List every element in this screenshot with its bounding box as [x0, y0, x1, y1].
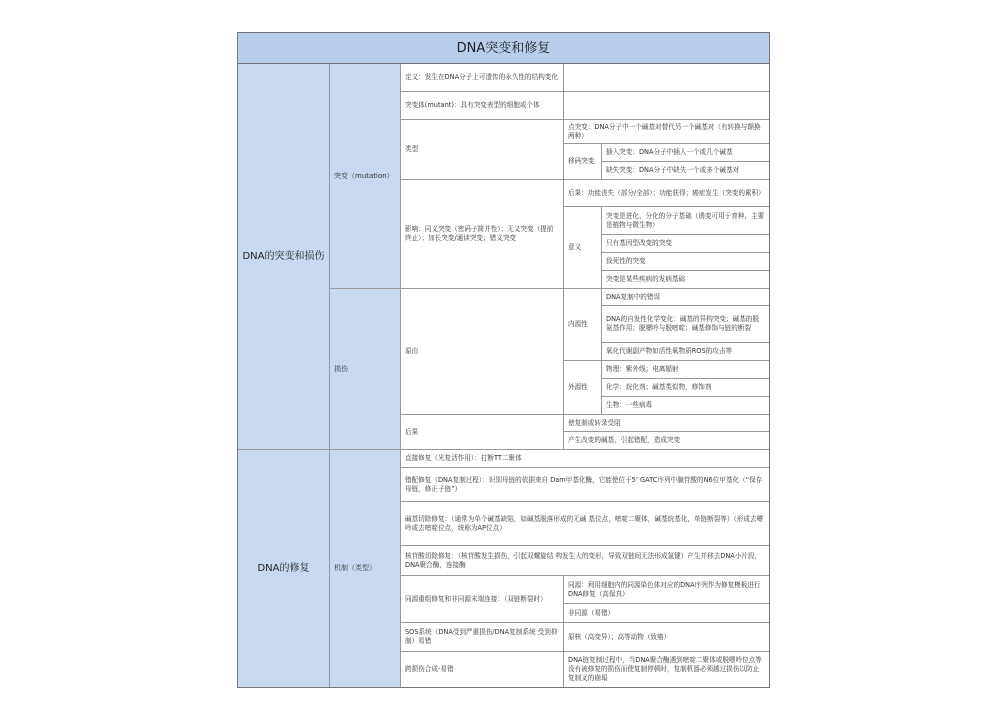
sos-value: 原核（高变异）；高等动物（致癌） [564, 623, 769, 652]
hr-item: 非同源（易错） [564, 604, 769, 623]
mismatch-repair: 错配修复（DNA复制过程）：识别母链的依据来自 Dam甲基化酶，它能使位于5’ GATC序列中腺苷酸的N6位甲基化（“保存母链，修正子链”） [401, 468, 769, 502]
types-label: 类型 [401, 120, 564, 180]
frameshift-label: 移码突变 [564, 144, 602, 180]
deletion-mutation: 缺失突变：DNA分子中缺失一个或多个碱基对 [602, 162, 769, 180]
sos-label: SOS系统（DNA受到严重损伤/DNA复制系统 受到抑制）易错 [401, 623, 564, 652]
nucleotide-excision-repair: 核苷酸切除修复：（核苷酸发生损伤，引起双螺旋结 构发生大的变形，导致双链间无法形成氢键）产生并移去DNA小片段，DNA聚合酶，连接酶 [401, 546, 769, 576]
mechanism-label: 机制（类型） [330, 450, 401, 687]
insertion-mutation: 插入突变：DNA分子中插入一个或几个碱基 [602, 144, 769, 162]
empty-cell [564, 64, 769, 92]
endogenous-item: DNA复制中的错误 [602, 289, 769, 306]
tls-value: DNA链复制过程中，当DNA聚合酶遇到嘧啶二聚体或脱嘌呤位点等没有被修复的损伤而使复制停顿时，复制机器必须越过损伤以防止复制叉的崩塌 [568, 656, 762, 682]
section-repair: DNA的修复 [238, 450, 330, 687]
section-damage: DNA的突变和损伤 [238, 64, 330, 450]
base-excision-repair: 碱基切除修复：（通常为单个碱基缺陷，如碱基脱落形成的无碱 基位点，嘧啶二聚体，碱基烷基化，单链断裂等）（形成去嘌呤或去嘧啶位点，统称为AP位点） [401, 502, 769, 546]
endogenous-item: 氧化代谢副产物如活性氧物质ROS的攻击等 [602, 343, 769, 361]
endogenous-label: 内源性 [564, 289, 602, 361]
effect-label: 影响：同义突变（密码子简并性）；无义突变（提前终止）；加长突变/通读突变；错义突变 [401, 180, 564, 289]
aftermath-item: 产生改变的碱基，引起错配，造成突变 [564, 432, 769, 450]
exogenous-item: 生物：一些病毒 [602, 397, 769, 415]
exogenous-label: 外源性 [564, 361, 602, 415]
mutation-label: 突变（mutation） [330, 64, 401, 289]
endogenous-item: DNA的自发性化学变化：碱基的异构突变；碱基的脱氨基作用；脱嘌呤与脱嘧啶；碱基修饰与链的断裂 [602, 306, 769, 343]
damage-cause: 原由 [401, 289, 564, 415]
exogenous-item: 化学：烷化剂；碱基类似物，修饰剂 [602, 379, 769, 397]
page-title: DNA突变和修复 [238, 33, 769, 64]
effect-consequence: 后果：功能丧失（部分/全部）；功能获得；癌症发生（突变的累积） [564, 180, 769, 207]
direct-repair: 直接修复（光复活作用）：打断TT二聚体 [401, 450, 769, 468]
mutation-definition: 定义：发生在DNA分子上可遗传的永久性的结构变化 [401, 64, 564, 92]
meaning-item: 只有基因型改变的突变 [602, 235, 769, 253]
mutation-mutant: 突变体(mutant)：具有突变表型的细胞或个体 [401, 92, 564, 120]
damage-label: 损伤 [330, 289, 401, 450]
meaning-item: 致死性的突变 [602, 253, 769, 271]
meaning-label: 意义 [564, 207, 602, 289]
exogenous-item: 物理：紫外线；电离辐射 [602, 361, 769, 379]
hr-item: 同源：利用细胞内的同源染色体对应的DNA序列作为修复模板进行DNA修复（高保真） [564, 576, 769, 604]
aftermath-label: 后果 [401, 415, 564, 450]
mind-map-table [237, 32, 770, 688]
point-mutation: 点突变：DNA分子中一个碱基对替代另一个碱基对（有转换与颠换两种） [564, 120, 769, 144]
empty-cell [564, 92, 769, 120]
meaning-item: 突变是进化、分化的分子基础（诱变可用于育种，主要是植物与微生物） [602, 207, 769, 235]
tls-label: 跨损伤合成-易错 [401, 652, 564, 687]
hr-label: 同源重组修复和非同源末端连接：（双链断裂时） [401, 576, 564, 623]
aftermath-item: 使复制或转录受阻 [564, 415, 769, 432]
meaning-item: 突变是某些疾病的发病基础 [602, 271, 769, 289]
